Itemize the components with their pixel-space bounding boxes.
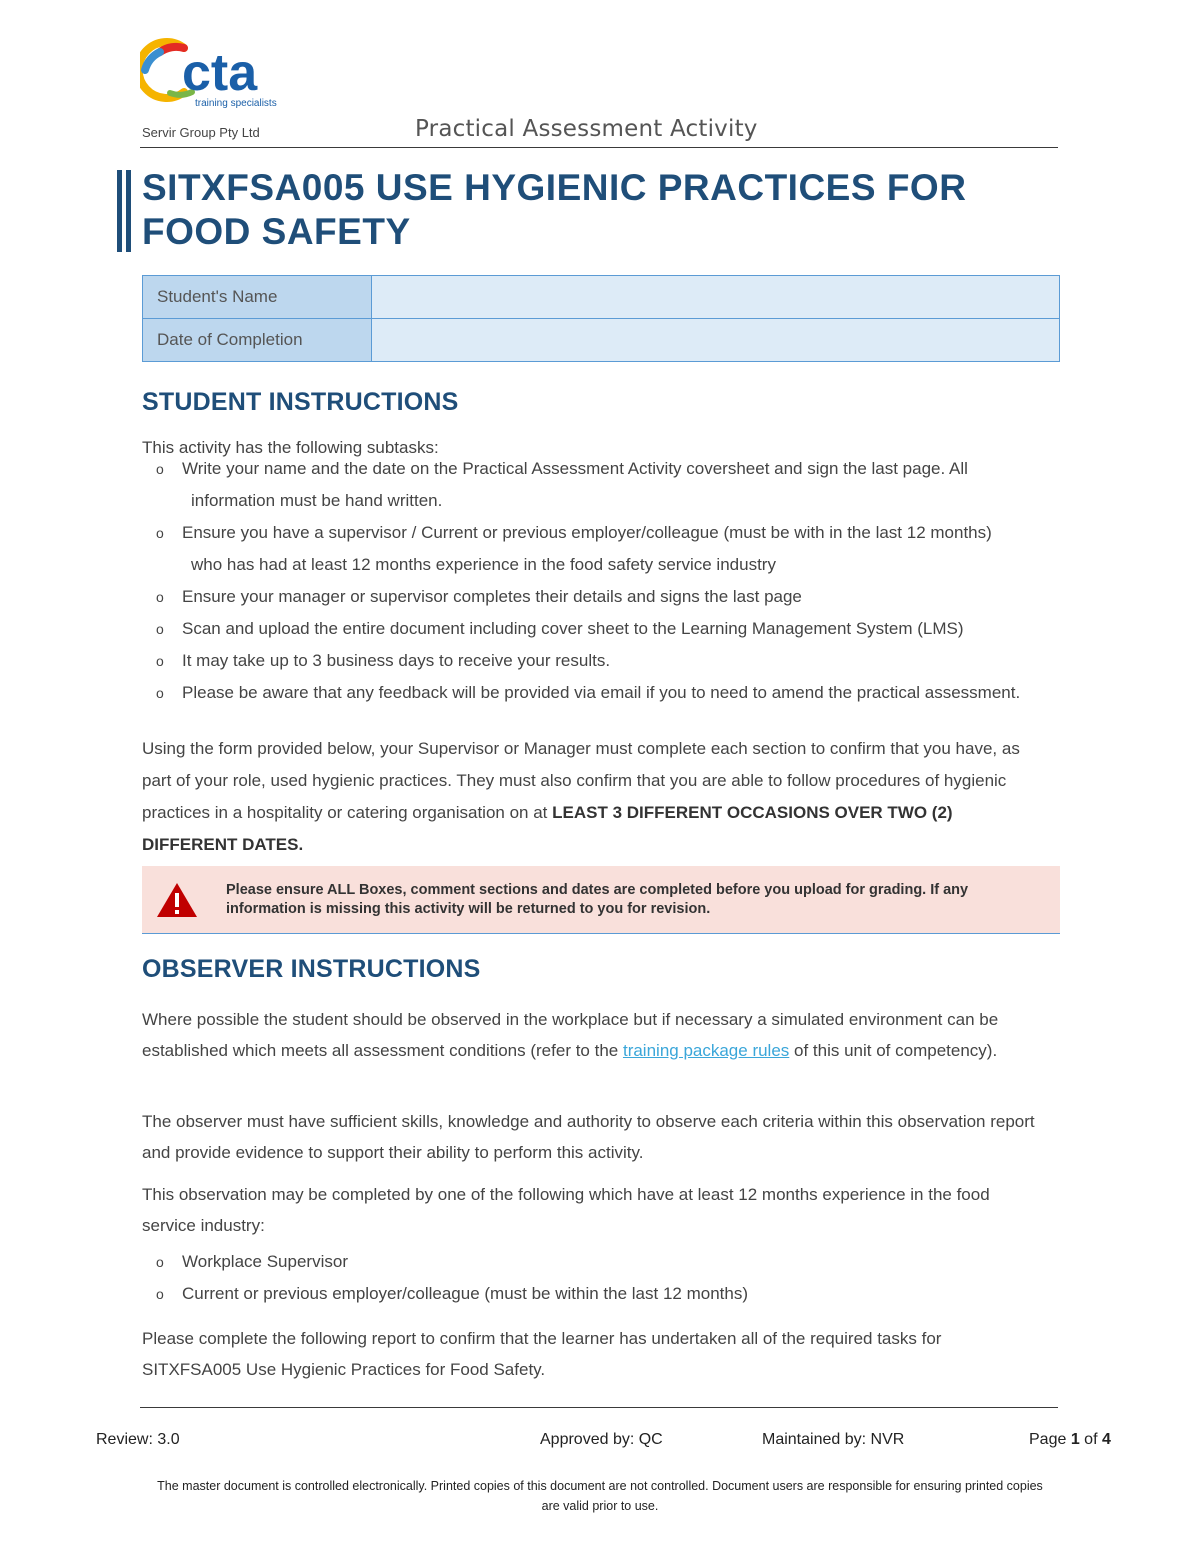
paragraph-text: Where possible the student should be observed in the workplace but if necessary a simulated environment can be established which meets all assessment conditions (refer to the xyxy=(142,1010,999,1060)
completion-date-label: Date of Completion xyxy=(143,319,372,362)
document-control-disclaimer: The master document is controlled electronically. Printed copies of this document are not controlled. Document users are responsible for ensuring printed copies are valid prior to use. xyxy=(157,1479,1043,1513)
warning-triangle-icon xyxy=(155,881,199,919)
list-item xyxy=(142,613,1072,645)
bullet-icon: o xyxy=(156,461,164,477)
subtask-list xyxy=(142,453,1072,709)
svg-text:training specialists: training specialists xyxy=(195,98,277,109)
bullet-icon: o xyxy=(156,685,164,701)
bullet-icon: o xyxy=(156,1254,164,1270)
observer-requirements-paragraph: The observer must have sufficient skills, knowledge and authority to observe each criteria within this observation report and provide evidence to support their ability to perform this activity. xyxy=(142,1112,1035,1162)
list-item xyxy=(142,1246,1042,1278)
confirmation-emphasis: LEAST 3 DIFFERENT OCCASIONS OVER TWO (2) DIFFERENT DATES. xyxy=(142,803,953,854)
list-item xyxy=(142,645,1072,677)
svg-text:cta: cta xyxy=(182,44,258,102)
approved-by: Approved by: QC xyxy=(540,1431,663,1448)
title-accent-bar xyxy=(117,170,122,252)
table-row xyxy=(143,319,1060,362)
supervisor-confirmation-paragraph xyxy=(142,733,1042,861)
student-name-field[interactable] xyxy=(372,276,1060,319)
subtask-text: Write your name and the date on the Practical Assessment Activity coversheet and sign the last page. All xyxy=(182,459,968,478)
table-row xyxy=(143,276,1060,319)
student-name-label: Student's Name xyxy=(143,276,372,319)
completion-date-field[interactable] xyxy=(372,319,1060,362)
cta-logo xyxy=(140,30,310,112)
observer-type: Current or previous employer/colleague (must be within the last 12 months) xyxy=(182,1284,748,1303)
confirmation-text: Using the form provided below, your Supervisor or Manager must complete each section to confirm that you have, as part of your role, used hygienic practices. They must also confirm that you are able to follow procedures of hygienic practices in a hospitality or catering organisation on at xyxy=(142,739,1020,822)
bullet-icon: o xyxy=(156,1286,164,1302)
page-prefix: Page xyxy=(1029,1431,1071,1448)
page-total: 4 xyxy=(1101,1431,1111,1448)
review-version: Review: 3.0 xyxy=(96,1431,180,1448)
document-title xyxy=(142,166,1082,254)
subtask-text: Ensure your manager or supervisor completes their details and signs the last page xyxy=(182,587,802,606)
subtask-text-continued: information must be hand written. xyxy=(191,491,443,510)
document-title-line2: FOOD SAFETY xyxy=(142,211,411,252)
company-name: Servir Group Pty Ltd xyxy=(142,125,260,140)
page-separator: of xyxy=(1079,1431,1102,1448)
title-accent-bar xyxy=(126,170,131,252)
list-item xyxy=(142,581,1072,613)
subtask-text: Please be aware that any feedback will be provided via email if you to need to amend the practical assessment. xyxy=(182,683,1021,702)
document-title-line1: SITXFSA005 USE HYGIENIC PRACTICES FOR xyxy=(142,167,967,208)
footer-divider xyxy=(140,1407,1058,1408)
list-item xyxy=(142,517,1072,581)
eligible-observers-list xyxy=(142,1246,1042,1310)
page-number xyxy=(1029,1431,1111,1449)
bullet-icon: o xyxy=(156,653,164,669)
list-item xyxy=(142,1278,1042,1310)
bullet-icon: o xyxy=(156,589,164,605)
subtask-text: Ensure you have a supervisor / Current or previous employer/colleague (must be with in the last 12 months) xyxy=(182,523,992,542)
eligible-observers-paragraph: This observation may be completed by one of the following which have at least 12 months experience in the food service industry: xyxy=(142,1185,990,1235)
subtask-text: Scan and upload the entire document including cover sheet to the Learning Management System (LMS) xyxy=(182,619,964,638)
observer-type: Workplace Supervisor xyxy=(182,1252,348,1271)
student-details-table xyxy=(142,275,1060,362)
document-type: Practical Assessment Activity xyxy=(415,116,758,142)
subtask-text: It may take up to 3 business days to receive your results. xyxy=(182,651,611,670)
report-instruction-paragraph: Please complete the following report to confirm that the learner has undertaken all of the required tasks for SITXFSA005 Use Hygienic Practices for Food Safety. xyxy=(142,1329,942,1379)
bullet-icon: o xyxy=(156,525,164,541)
subtasks-intro: This activity has the following subtasks: xyxy=(142,438,439,457)
page-current: 1 xyxy=(1070,1431,1080,1448)
observation-environment-paragraph xyxy=(142,1004,1042,1066)
student-instructions-heading: STUDENT INSTRUCTIONS xyxy=(142,388,459,416)
subtask-text-continued: who has had at least 12 months experience in the food safety service industry xyxy=(191,555,776,574)
list-item xyxy=(142,677,1072,709)
paragraph-text: of this unit of competency). xyxy=(789,1041,998,1060)
list-item xyxy=(142,453,1072,517)
bullet-icon: o xyxy=(156,621,164,637)
maintained-by: Maintained by: NVR xyxy=(762,1431,905,1448)
header-divider xyxy=(140,147,1058,148)
observer-instructions-heading: OBSERVER INSTRUCTIONS xyxy=(142,955,481,983)
training-package-rules-link[interactable]: training package rules xyxy=(622,1041,790,1060)
warning-text: Please ensure ALL Boxes, comment sections and dates are completed before you upload for grading. If any information is missing this activity will be returned to you for revision. xyxy=(226,882,969,917)
